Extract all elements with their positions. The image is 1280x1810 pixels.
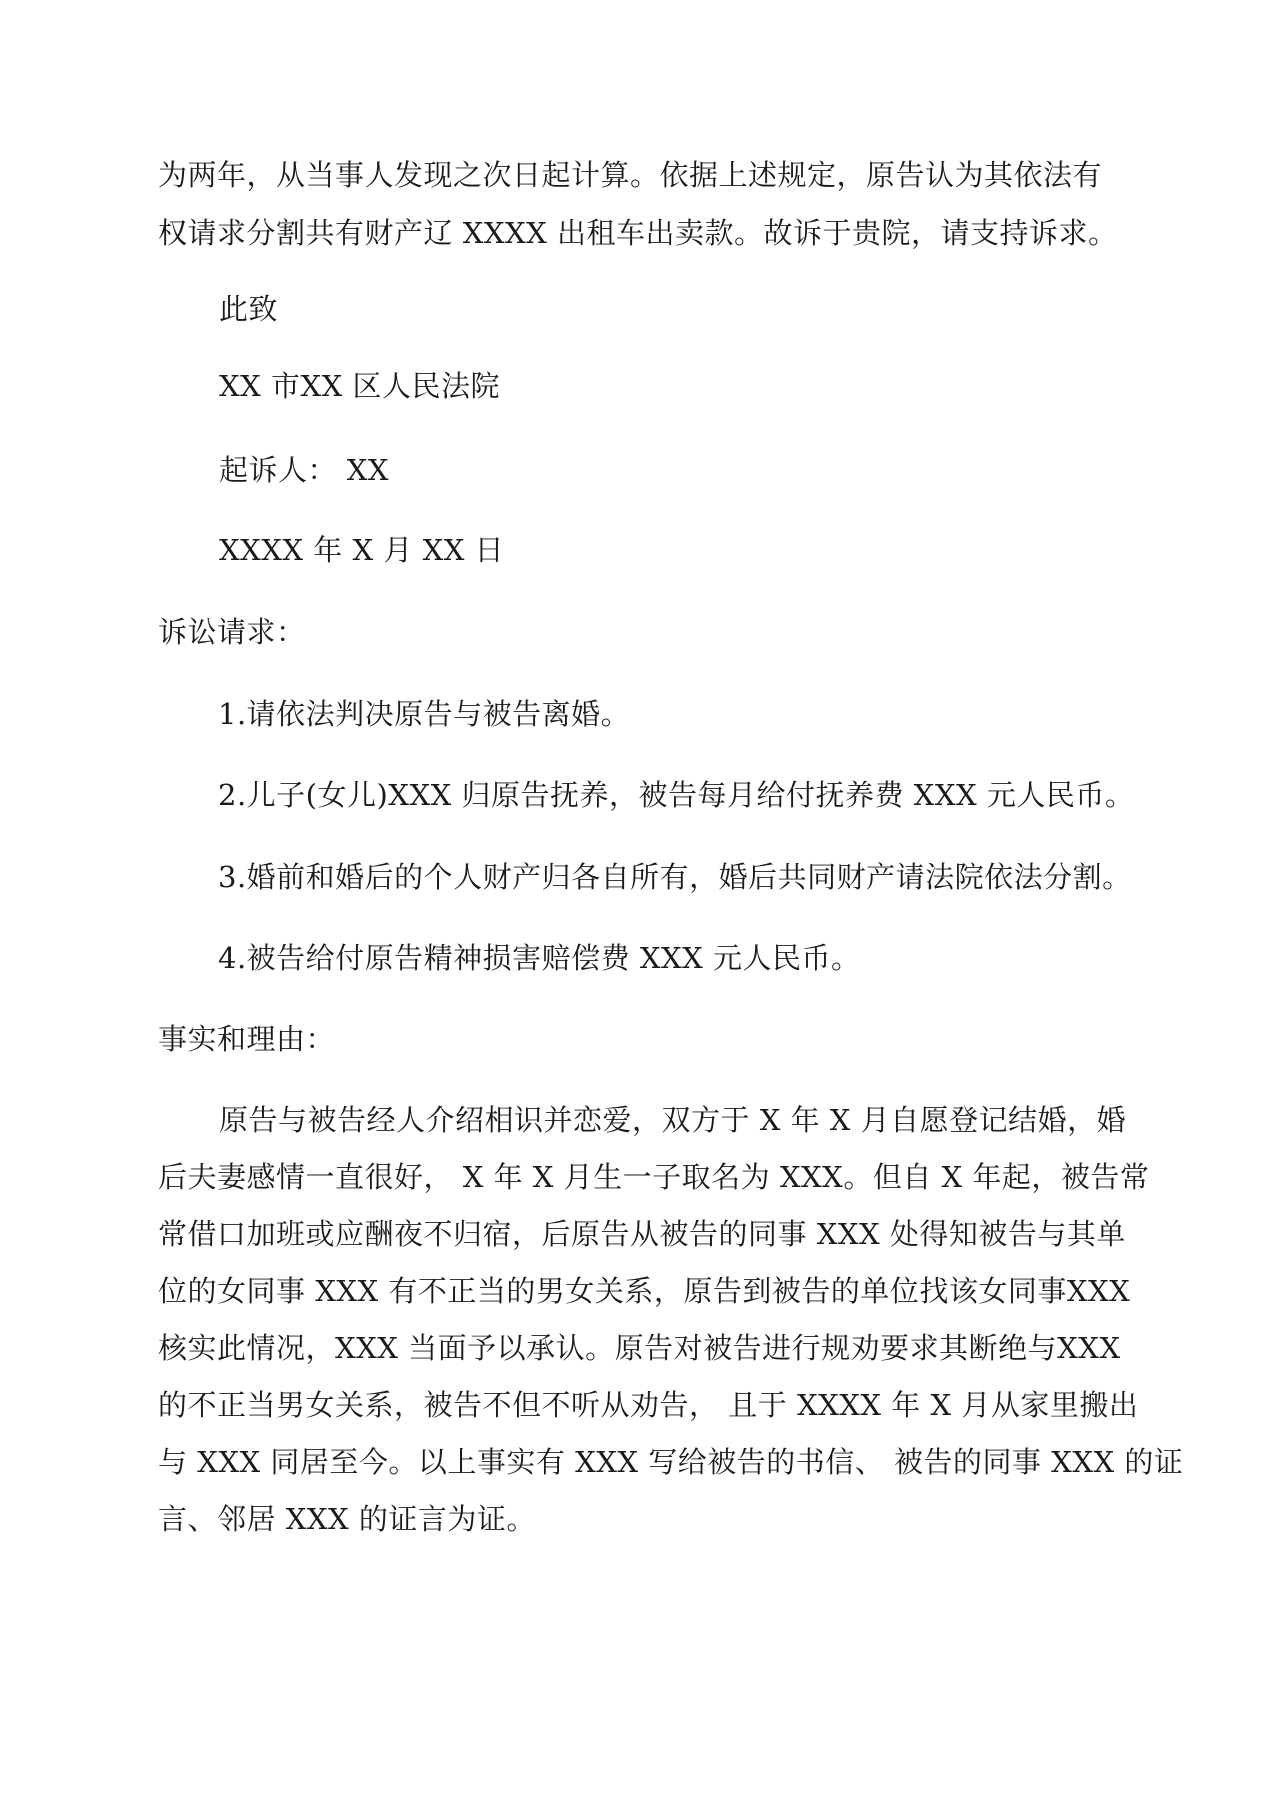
paragraph-line: 与 XXX 同居至今。以上事实有 XXX 写给被告的书信、 被告的同事 XXX 的证	[158, 1445, 1184, 1479]
paragraph-line: 权请求分割共有财产辽 XXXX 出租车出卖款。故诉于贵院，请支持诉求。	[158, 216, 1118, 250]
paragraph-line: 核实此情况，XXX 当面予以承认。原告对被告进行规劝要求其断绝与XXX	[158, 1331, 1121, 1365]
paragraph-line: 后夫妻感情一直很好， X 年 X 月生一子取名为 XXX。但自 X 年起，被告常	[158, 1160, 1150, 1194]
paragraph-line: 原告与被告经人介绍相识并恋爱，双方于 X 年 X 月自愿登记结婚，婚	[219, 1103, 1127, 1137]
claim-item: 3.婚前和婚后的个人财产归各自所有，婚后共同财产请法院依法分割。	[218, 860, 1132, 894]
court-name: XX 市XX 区人民法院	[219, 369, 501, 403]
paragraph-line: 言、邻居 XXX 的证言为证。	[158, 1502, 536, 1536]
document-date: XXXX 年 X 月 XX 日	[219, 533, 505, 567]
paragraph-line: 的不正当男女关系，被告不但不听从劝告， 且于 XXXX 年 X 月从家里搬出	[158, 1388, 1139, 1422]
paragraph-line: 为两年，从当事人发现之次日起计算。依据上述规定，原告认为其依法有	[158, 158, 1103, 192]
claim-item: 1.请依法判决原告与被告离婚。	[218, 697, 631, 731]
paragraph-line: 常借口加班或应酬夜不归宿，后原告从被告的同事 XXX 处得知被告与其单	[158, 1217, 1126, 1251]
claim-item: 2.儿子(女儿)XXX 归原告抚养，被告每月给付抚养费 XXX 元人民币。	[218, 778, 1135, 812]
salutation: 此致	[219, 292, 279, 326]
claim-item: 4.被告给付原告精神损害赔偿费 XXX 元人民币。	[218, 941, 861, 975]
plaintiff-signature: 起诉人： XX	[219, 453, 390, 487]
section-heading-facts: 事实和理由：	[158, 1022, 336, 1056]
section-heading-claims: 诉讼请求：	[158, 615, 306, 649]
paragraph-line: 位的女同事 XXX 有不正当的男女关系，原告到被告的单位找该女同事XXX	[158, 1274, 1131, 1308]
